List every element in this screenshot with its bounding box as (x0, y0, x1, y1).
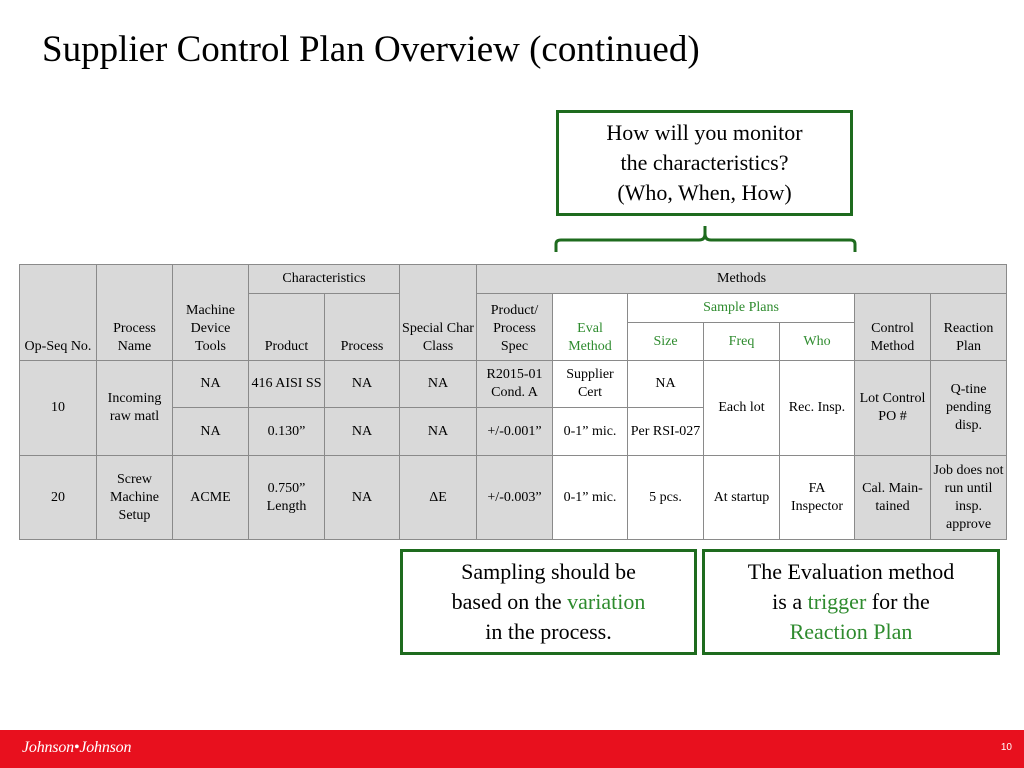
cell-spec: +/-0.003” (477, 456, 553, 540)
callout-evaluation-line (772, 587, 930, 617)
cell-process: NA (325, 408, 400, 456)
cell-size: Per RSI-027 (628, 408, 704, 456)
cell-spec: R2015-01 Cond. A (477, 361, 553, 408)
cell-eval-method: 0-1” mic. (553, 408, 628, 456)
cell-reaction-plan: Q-tine pending disp. (931, 361, 1007, 456)
header-characteristics: Characteristics (249, 265, 400, 294)
cell-control-method: Lot Control PO # (855, 361, 931, 456)
header-spec: Product/ Process Spec (477, 294, 553, 361)
header-product: Product (249, 294, 325, 361)
cell-product: 0.750” Length (249, 456, 325, 540)
footer-bar (0, 730, 1024, 768)
cell-process: NA (325, 361, 400, 408)
header-sample-plans: Sample Plans (628, 294, 855, 323)
cell-special-char: NA (400, 408, 477, 456)
callout-sampling-line: in the process. (485, 619, 612, 644)
cell-process-name: Screw Machine Setup (97, 456, 173, 540)
cell-machine: NA (173, 408, 249, 456)
callout-sampling-line: Sampling should be (461, 559, 636, 584)
header-control-method: Control Method (855, 294, 931, 361)
callout-monitor-line: How will you monitor (606, 120, 803, 145)
cell-who: Rec. Insp. (780, 361, 855, 456)
header-op-seq: Op-Seq No. (20, 265, 97, 361)
cell-special-char: ΔE (400, 456, 477, 540)
control-plan-table (19, 264, 1007, 540)
page-title: Supplier Control Plan Overview (continued) (42, 29, 700, 70)
callout-sampling-line (452, 587, 646, 617)
company-logo: Johnson•Johnson (22, 739, 132, 756)
header-size: Size (628, 323, 704, 361)
cell-product: 0.130” (249, 408, 325, 456)
cell-machine: NA (173, 361, 249, 408)
header-who: Who (780, 323, 855, 361)
highlight-trigger: trigger (807, 589, 867, 614)
header-freq: Freq (704, 323, 780, 361)
cell-process-name: Incoming raw matl (97, 361, 173, 456)
highlight-variation: variation (567, 589, 646, 614)
cell-op-seq: 10 (20, 361, 97, 456)
cell-size: 5 pcs. (628, 456, 704, 540)
page-number: 10 (1000, 742, 1012, 753)
callout-monitor-line: the characteristics? (620, 150, 789, 175)
callout-text: for the (866, 589, 930, 614)
header-machine: Machine Device Tools (173, 265, 249, 361)
callout-evaluation (702, 549, 1000, 655)
cell-spec: +/-0.001” (477, 408, 553, 456)
header-methods: Methods (477, 265, 1007, 294)
cell-freq: At startup (704, 456, 780, 540)
cell-who: FA Inspector (780, 456, 855, 540)
cell-machine: ACME (173, 456, 249, 540)
cell-eval-method: 0-1” mic. (553, 456, 628, 540)
callout-text: based on the (451, 589, 568, 614)
cell-product: 416 AISI SS (249, 361, 325, 408)
callout-sampling (400, 549, 697, 655)
curly-brace-icon (553, 224, 858, 254)
cell-op-seq: 20 (20, 456, 97, 540)
cell-size: NA (628, 361, 704, 408)
cell-process: NA (325, 456, 400, 540)
header-special-char: Special Char Class (400, 265, 477, 361)
cell-special-char: NA (400, 361, 477, 408)
callout-evaluation-line: The Evaluation method (747, 559, 955, 584)
cell-control-method: Cal. Main-tained (855, 456, 931, 540)
header-process-name: Process Name (97, 265, 173, 361)
callout-monitor (556, 110, 853, 216)
callout-text: is a (772, 589, 808, 614)
cell-eval-method: Supplier Cert (553, 361, 628, 408)
cell-reaction-plan: Job does not run until insp. approve (931, 456, 1007, 540)
cell-freq: Each lot (704, 361, 780, 456)
highlight-reaction-plan: Reaction Plan (789, 619, 913, 644)
header-reaction-plan: Reaction Plan (931, 294, 1007, 361)
header-process: Process (325, 294, 400, 361)
header-eval-method: Eval Method (553, 294, 628, 361)
callout-monitor-line: (Who, When, How) (617, 180, 792, 205)
